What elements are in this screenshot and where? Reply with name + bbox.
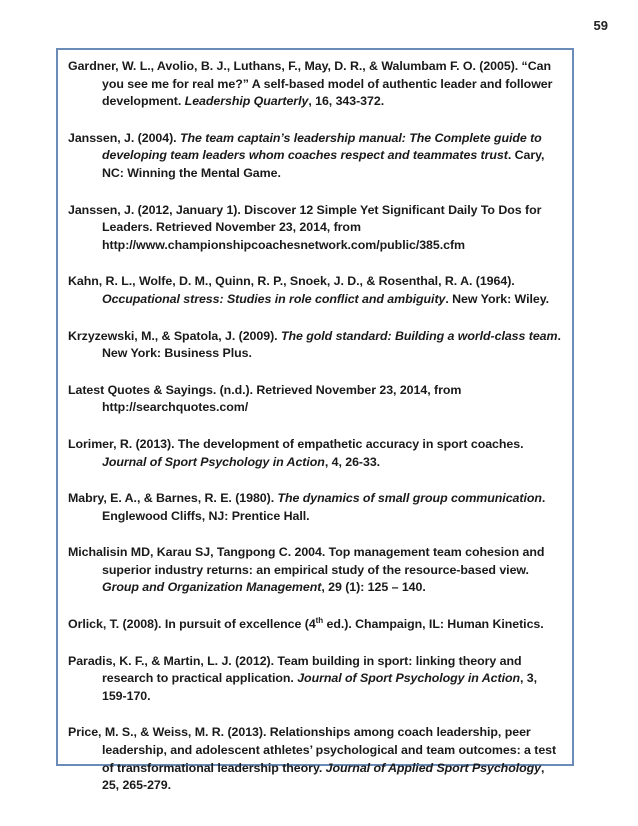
reference-text: . New York: Wiley.: [445, 291, 550, 306]
reference-entry: [68, 616, 562, 634]
reference-entry: [68, 544, 562, 597]
reference-title: The dynamics of small group communication: [277, 491, 542, 506]
reference-title: Leadership Quarterly: [184, 94, 309, 109]
reference-entry: [68, 202, 562, 255]
reference-entry: [68, 724, 562, 794]
reference-text: . Englewood Cliffs, NJ: Prentice Hall.: [102, 491, 546, 523]
reference-text: , 16, 343-372.: [308, 94, 385, 109]
reference-entry: [68, 273, 562, 308]
reference-text: , 4, 26-33.: [324, 454, 381, 469]
reference-entry: [68, 490, 562, 525]
reference-title: Group and Organization Management: [102, 580, 322, 595]
reference-entry: [68, 653, 562, 706]
reference-entry: [68, 328, 562, 363]
reference-text: Janssen, J. (2004).: [68, 130, 180, 145]
reference-title: The team captain’s leadership manual: The Complete guide to developing team leaders whom coaches respect and teammates trust: [102, 130, 542, 163]
reference-text: Janssen, J. (2012, January 1). Discover 12 Simple Yet Significant Daily To Dos for Leaders. Retrieved November 23, 2014, from http://www.championshipcoachesnetwork.com/public/385.cfm: [68, 202, 542, 252]
reference-title: Occupational stress: Studies in role conflict and ambiguity: [102, 291, 446, 306]
reference-entry: [68, 382, 562, 417]
reference-entry: [68, 58, 562, 111]
reference-entry: [68, 130, 562, 183]
reference-text: Price, M. S., & Weiss, M. R. (2013). Relationships among coach leadership, peer leadership, and adolescent athletes’ psychological and team outcomes: a test of transformational leadership theory.: [68, 725, 557, 775]
reference-title: Journal of Sport Psychology in Action: [102, 454, 325, 469]
reference-text: Lorimer, R. (2013). The development of empathetic accuracy in sport coaches.: [68, 436, 524, 451]
reference-entry: [68, 436, 562, 471]
reference-text: Gardner, W. L., Avolio, B. J., Luthans, F., May, D. R., & Walumbam F. O. (2005). “Can you see me for real me?” A self-based model of authentic leader and follower development.: [68, 59, 553, 109]
reference-text: Krzyzewski, M., & Spatola, J. (2009).: [68, 328, 281, 343]
reference-title: Journal of Applied Sport Psychology: [325, 760, 541, 775]
reference-text: , 25, 265-279.: [102, 760, 545, 793]
page-number: 59: [593, 18, 608, 33]
reference-text: ed.). Champaign, IL: Human Kinetics.: [323, 617, 544, 632]
reference-text: , 3, 159-170.: [102, 671, 538, 703]
reference-text: Kahn, R. L., Wolfe, D. M., Quinn, R. P., Snoek, J. D., & Rosenthal, R. A. (1964).: [68, 274, 515, 289]
reference-title: Journal of Sport Psychology in Action: [297, 671, 521, 686]
reference-text: Orlick, T. (2008). In pursuit of excellence (4: [68, 617, 316, 632]
reference-text: Paradis, K. F., & Martin, L. J. (2012). Team building in sport: linking theory and research to practical application.: [68, 653, 522, 686]
reference-title: The gold standard: Building a world-class team: [280, 328, 558, 343]
reference-text: , 29 (1): 125 – 140.: [321, 580, 426, 595]
references-list: [56, 48, 574, 793]
reference-text: . Cary, NC: Winning the Mental Game.: [102, 148, 545, 180]
reference-text: Latest Quotes & Sayings. (n.d.). Retrieved November 23, 2014, from http://searchquotes.com/: [68, 382, 462, 415]
reference-text: th: [315, 615, 324, 625]
reference-text: Mabry, E. A., & Barnes, R. E. (1980).: [68, 491, 278, 506]
reference-text: . New York: Business Plus.: [102, 328, 561, 361]
reference-text: Michalisin MD, Karau SJ, Tangpong C. 2004. Top management team cohesion and superior industry returns: an empirical study of the resource-based view.: [68, 545, 545, 577]
